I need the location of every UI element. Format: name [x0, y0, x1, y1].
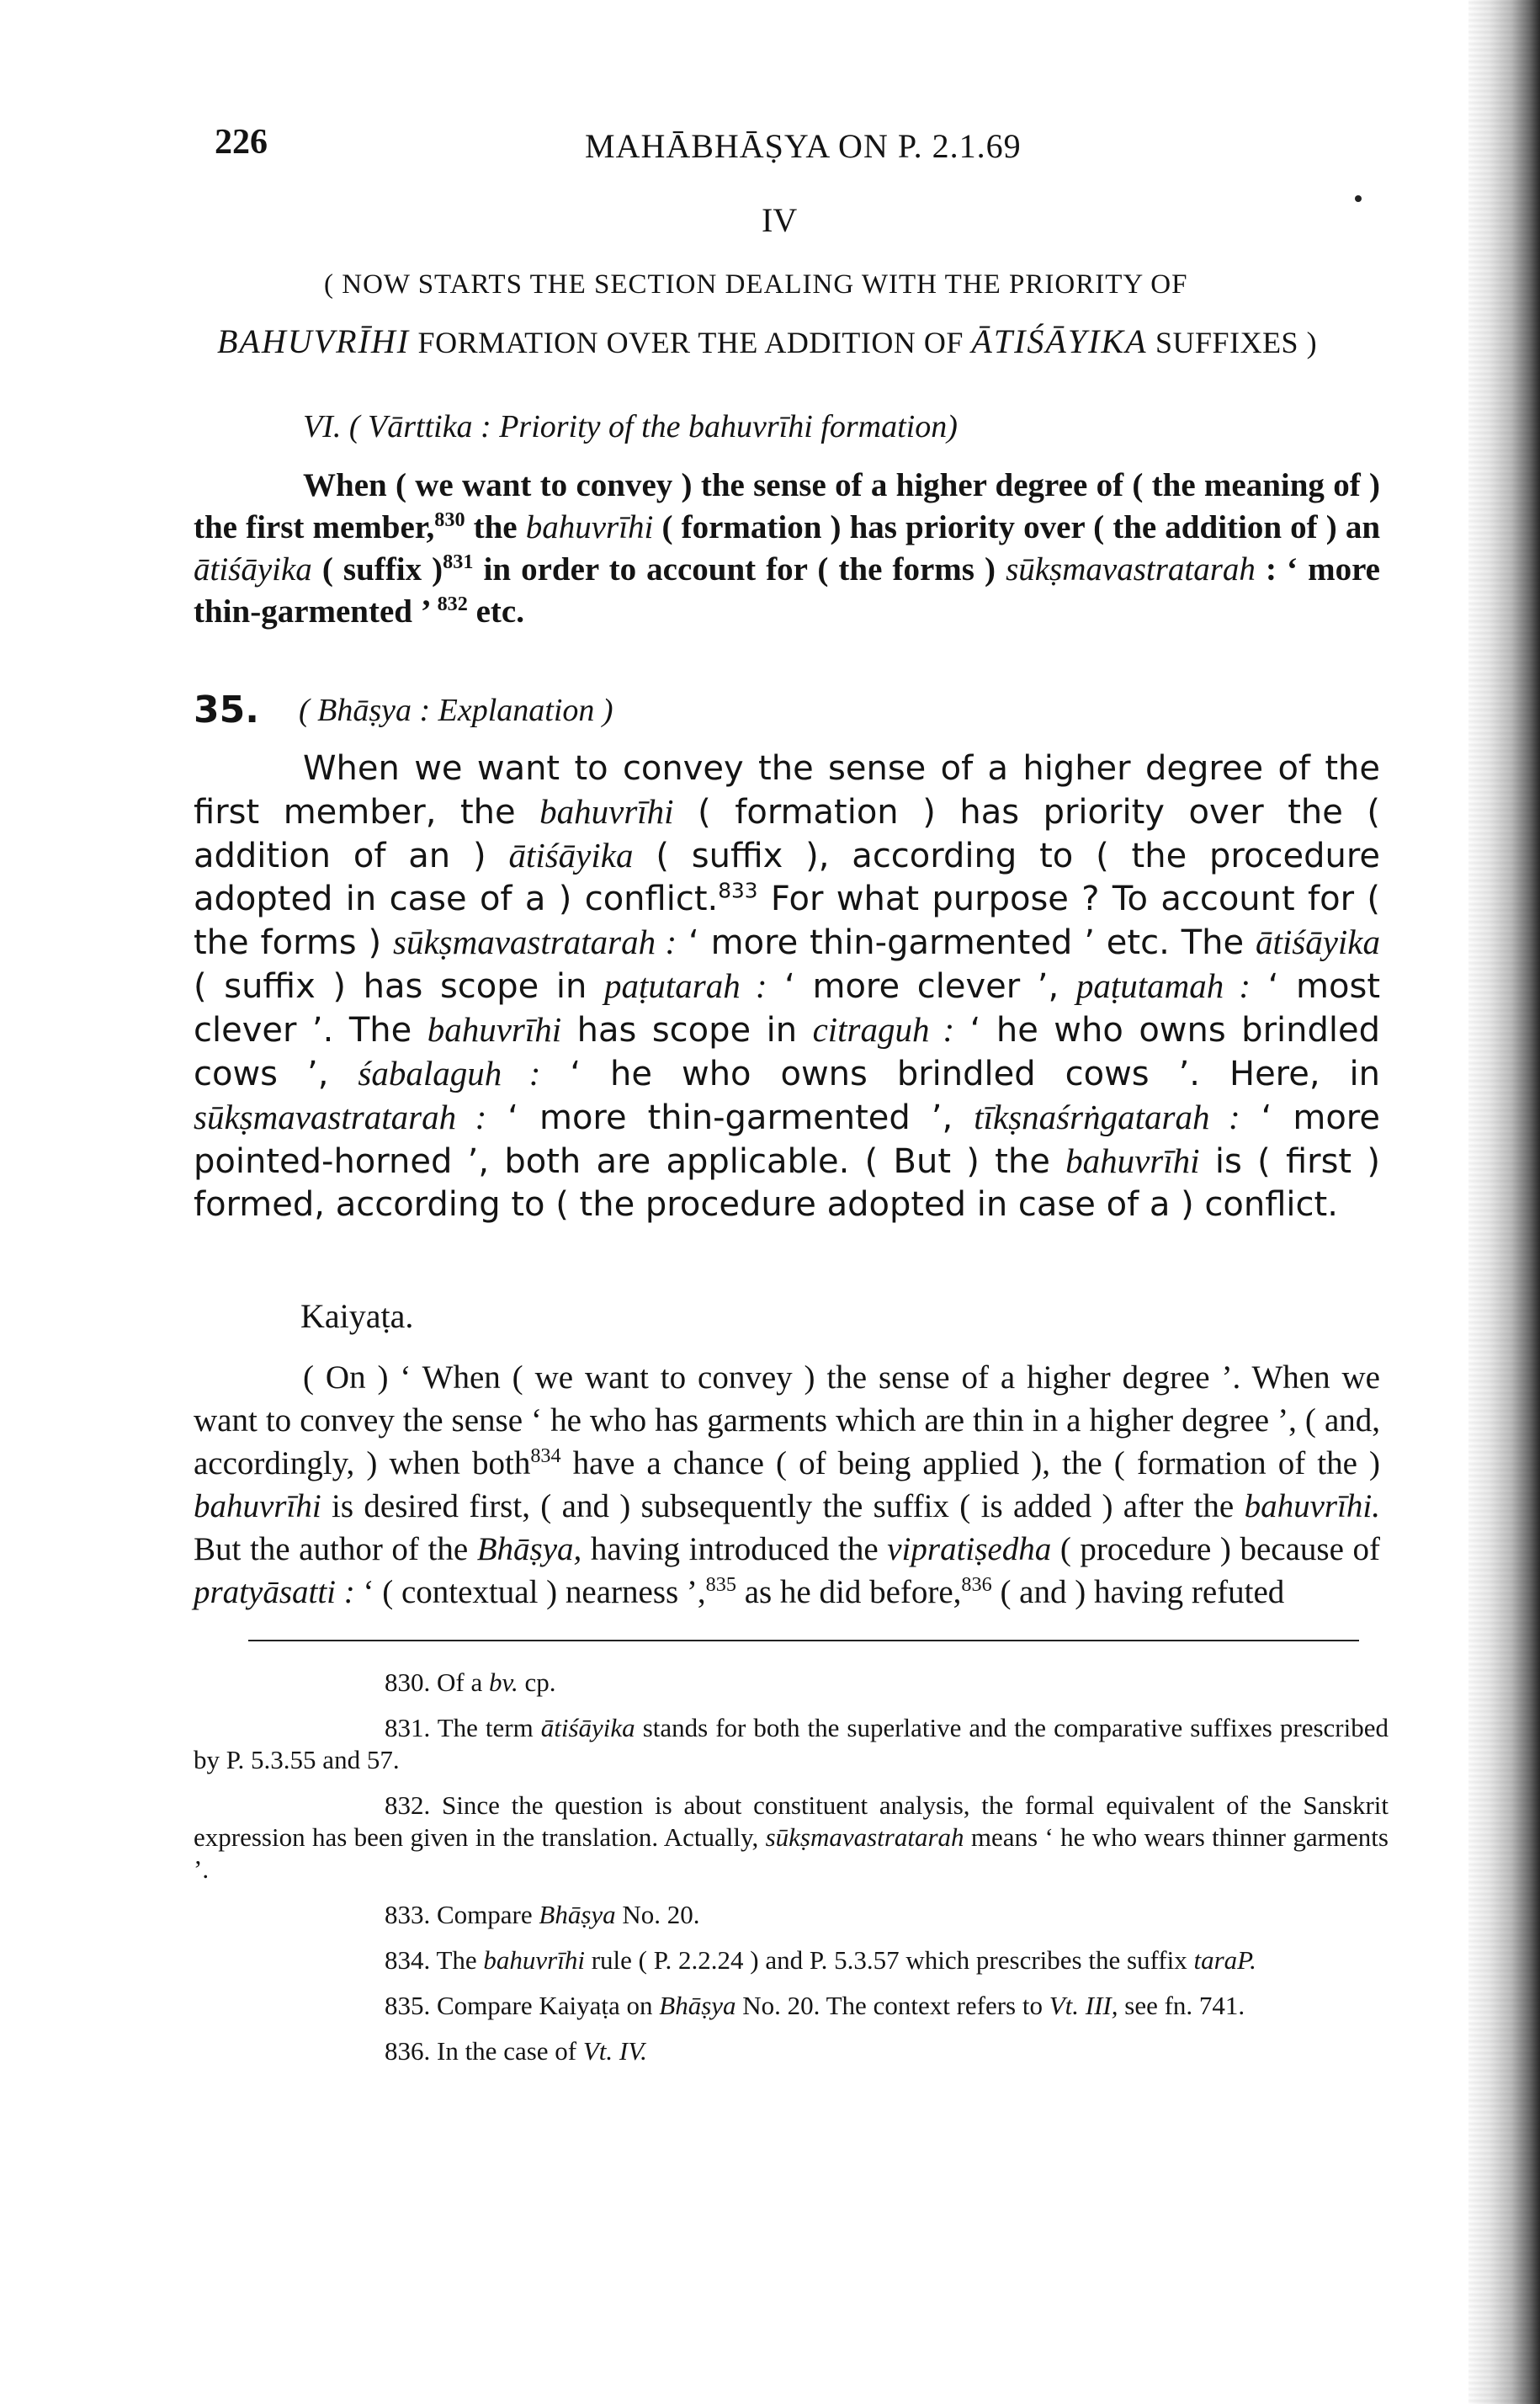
footnote-ref-831: 831 [443, 550, 474, 573]
kaiyata-text: ( On ) ‘ When ( we want to convey ) the sense of a higher degree ’. When we want to convey the sense ‘ he who has garments which are thin in a higher degree ’, ( and, accordingly, ) when both$^{834}$ have a chance ( of being applied ), the ( formation of the ) bahuvrīhi is desired first, ( and ) subsequently the suffix ( is added ) after the bahuvrīhi. But the author of the Bhāṣya, having introduced the vipratiṣedha ( procedure ) because of pratyāsatti : ‘ ( contextual ) nearness ’,$^{835}$ as he did before,$^{836}$ ( and ) having refuted [194, 1359, 1380, 1610]
page-edge-shadow [1468, 0, 1540, 2404]
kaiyata-heading: Kaiyaṭa. [300, 1297, 414, 1335]
footnote-ref-835: 835 [705, 1573, 736, 1596]
heading-middle: FORMATION OVER THE ADDITION OF [410, 326, 972, 359]
footnote-834: 834. The bahuvrīhi rule ( P. 2.2.24 ) and P. 5.3.57 which prescribes the suffix taraP. [385, 1945, 1256, 1975]
footnote-ref-834: 834 [530, 1444, 561, 1467]
varttika-text: When ( we want to convey ) the sense of a higher degree of ( the meaning of ) the first member,$^{830}$ the bahuvrīhi ( formation ) has priority over ( the addition of ) an ātiśāyika ( suffix )$^{831}$ in order to account for ( the forms ) sūkṣmavastratarah : ‘ more thin-garmented ’ $^{832}$ etc. [194, 467, 1381, 630]
speck-mark [1355, 195, 1362, 202]
footnotes [194, 1667, 1389, 2081]
heading-bahuvrihi: BAHUVRĪHI [217, 322, 411, 360]
page-number: 226 [215, 123, 268, 162]
footnote-divider [248, 1640, 1359, 1641]
footnote-832: 832. Since the question is about constituent analysis, the formal equivalent of the Sanskrit expression has been given in the translation. Actually, sūkṣmavastratarah means ‘ he who wears thinner garments ’. [194, 1790, 1389, 1884]
heading-atisayika: ĀTIŚĀYIKA [971, 322, 1148, 360]
bhasya-number: 35. [194, 689, 259, 731]
varttika-title: VI. ( Vārttika : Priority of the bahuvrīhi formation) [303, 409, 958, 444]
footnote-ref-836: 836 [961, 1573, 992, 1596]
footnote-ref-830: 830 [434, 508, 465, 531]
section-heading-line2 [217, 322, 1317, 361]
footnote-836: 836. In the case of Vt. IV. [385, 2036, 647, 2066]
footnote-ref-832: 832 [437, 593, 468, 615]
footnote-831: 831. The term ātiśāyika stands for both the superlative and the comparative suffixes prescribed by P. 5.3.55 and 57. [194, 1713, 1389, 1774]
section-heading-line1: ( NOW STARTS THE SECTION DEALING WITH THE PRIORITY OF [324, 269, 1188, 300]
footnote-833: 833. Compare Bhāṣya No. 20. [385, 1900, 700, 1929]
running-head: MAHĀBHĀṢYA ON P. 2.1.69 [585, 127, 1022, 165]
footnote-830: 830. Of a bv. cp. [385, 1667, 556, 1697]
footnote-ref-833: 833 [718, 878, 758, 903]
heading-end: SUFFIXES ) [1147, 326, 1318, 359]
section-numeral: IV [762, 201, 798, 239]
bhasya-text: When we want to convey the sense of a higher degree of the first member, the bahuvrīhi ( formation ) has priority over the ( addition of an ) ātiśāyika ( suffix ), according to ( the procedure adopted in case of a ) conflict.$^{833}$ For what purpose ? To account for ( the forms ) sūkṣmavastratarah : ‘ more thin-garmented ’ etc. The ātiśāyika ( suffix ) has scope in paṭutarah : ‘ more clever ’, paṭutamah : ‘ most clever ’. The bahuvrīhi has scope in citraguh : ‘ he who owns brindled cows ’, śabalaguh : ‘ he who owns brindled cows ’. Here, in sūkṣmavastratarah : ‘ more thin-garmented ’, tīkṣnaśrṅgatarah : ‘ more pointed-horned ’, both are applicable. ( But ) the bahuvrīhi is ( first ) formed, according to ( the procedure adopted in case of a ) conflict. [194, 749, 1381, 1224]
bhasya-title: ( Bhāṣya : Explanation ) [299, 693, 613, 728]
footnote-835: 835. Compare Kaiyaṭa on Bhāṣya No. 20. The context refers to Vt. III, see fn. 741. [385, 1991, 1245, 2020]
